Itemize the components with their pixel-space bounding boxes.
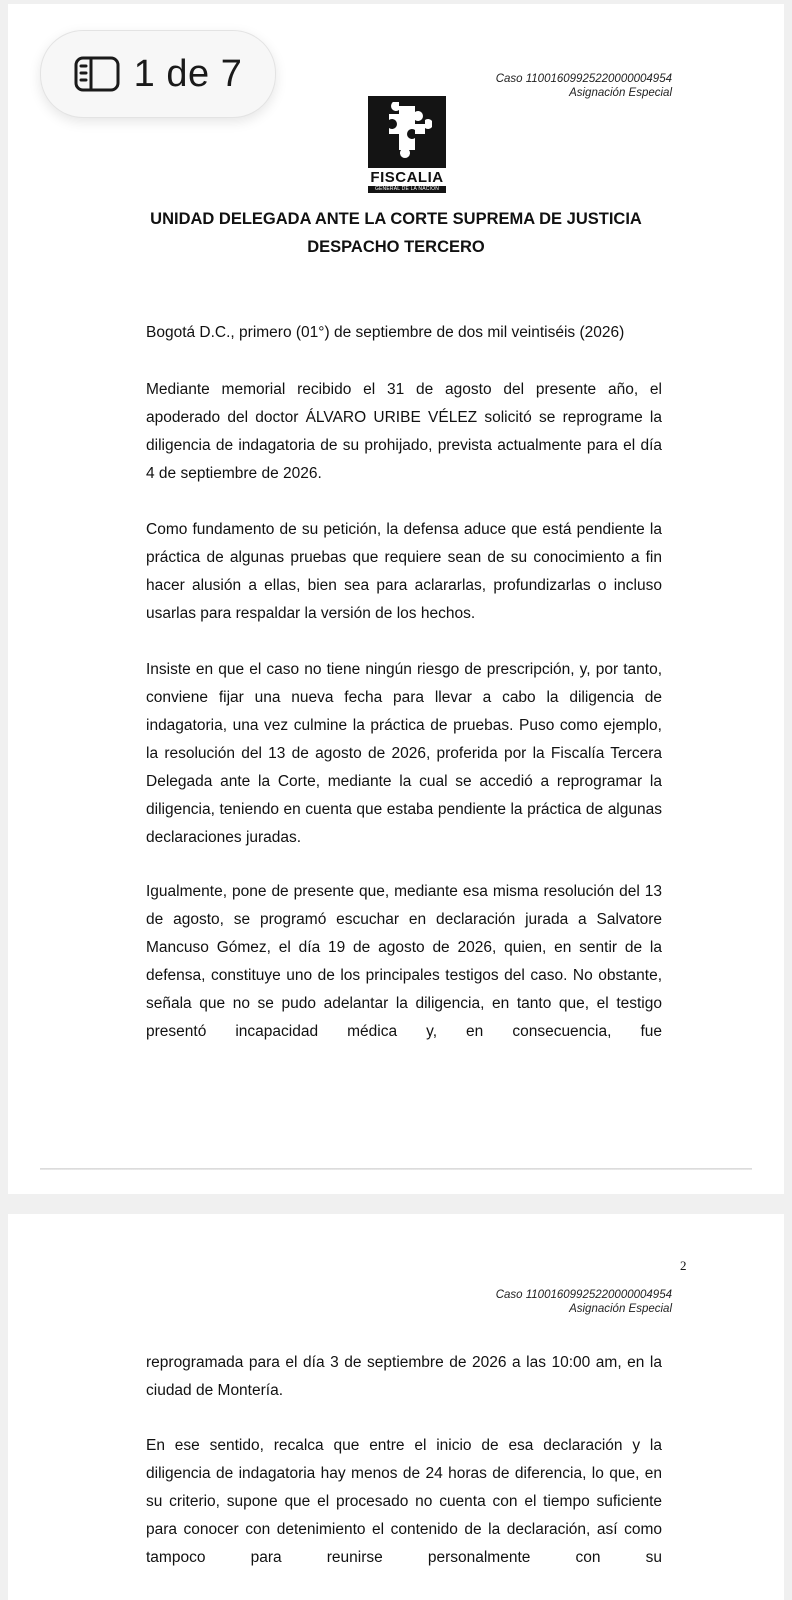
paragraph: reprogramada para el día 3 de septiembre de 2026 a las 10:00 am, en la ciudad de Montería. bbox=[146, 1354, 662, 1399]
page-number: 2 bbox=[680, 1258, 687, 1273]
paragraph: En ese sentido, recalca que entre el inicio de esa declaración y la diligencia de indagatoria hay menos de 24 horas de diferencia, lo que, en su criterio, supone que el procesado no cuenta con el tiempo suficiente para conocer con detenimiento el contenido de la declaración, así como tampoco para reunirse personalmente con su bbox=[146, 1437, 662, 1566]
assignment-label: Asignación Especial bbox=[569, 87, 672, 99]
fiscalia-logo bbox=[368, 96, 446, 193]
case-reference bbox=[496, 72, 672, 100]
logo-subtitle: GENERAL DE LA NACIÓN bbox=[368, 186, 446, 193]
case-number: Caso 11001609925220000004954 bbox=[495, 1289, 672, 1301]
paragraph: Mediante memorial recibido el 31 de agosto del presente año, el apoderado del doctor ÁLVARO URIBE VÉLEZ solicitó se reprograme la diligencia de indagatoria de su prohijado, prevista actualmente para el día 4 de septiembre de 2026. bbox=[146, 381, 662, 482]
paragraph: Igualmente, pone de presente que, mediante esa misma resolución del 13 de agosto, se programó escuchar en declaración jurada a Salvatore Mancuso Gómez, el día 19 de agosto de 2026, quien, en sentir de la defensa, constituye uno de los principales testigos del caso. No obstante, señala que no se pudo adelantar la diligencia, en tanto que, el testigo presentó incapacidad médica y, en consecuencia, fue bbox=[146, 883, 662, 1040]
paragraph: Como fundamento de su petición, la defensa aduce que está pendiente la práctica de algunas pruebas que requiere sean de su conocimiento a fin hacer alusión a ellas, bien sea para aclararlas, profundizarlas o incluso usarlas para respaldar la versión de los hechos. bbox=[146, 521, 662, 622]
assignment-label: Asignación Especial bbox=[569, 1303, 672, 1315]
page-indicator-pill[interactable] bbox=[40, 30, 276, 118]
paragraph: Insiste en que el caso no tiene ningún riesgo de prescripción, y, por tanto, conviene fijar una nueva fecha para llevar a cabo la diligencia de indagatoria, una vez culmine la práctica de pruebas. Puso como ejemplo, la resolución del 13 de agosto de 2026, proferida por la Fiscalía Tercera Delegada ante la Corte, mediante la cual se accedió a reprogramar la diligencia, teniendo en cuenta que estaba pendiente la práctica de algunas declaraciones juradas. bbox=[146, 661, 662, 846]
sidebar-toggle-icon bbox=[74, 56, 120, 92]
date-line: Bogotá D.C., primero (01°) de septiembre de dos mil veintiséis (2026) bbox=[146, 324, 625, 341]
heading-unit: UNIDAD DELEGADA ANTE LA CORTE SUPREMA DE JUSTICIA bbox=[150, 210, 642, 228]
case-reference bbox=[496, 1288, 672, 1316]
logo-name: FISCALIA bbox=[370, 169, 444, 186]
case-number: Caso 11001609925220000004954 bbox=[495, 73, 672, 85]
page-divider bbox=[40, 1168, 752, 1170]
heading-office: DESPACHO TERCERO bbox=[307, 238, 485, 256]
puzzle-logo-icon bbox=[368, 96, 446, 168]
page-indicator-text: 1 de 7 bbox=[133, 52, 243, 95]
